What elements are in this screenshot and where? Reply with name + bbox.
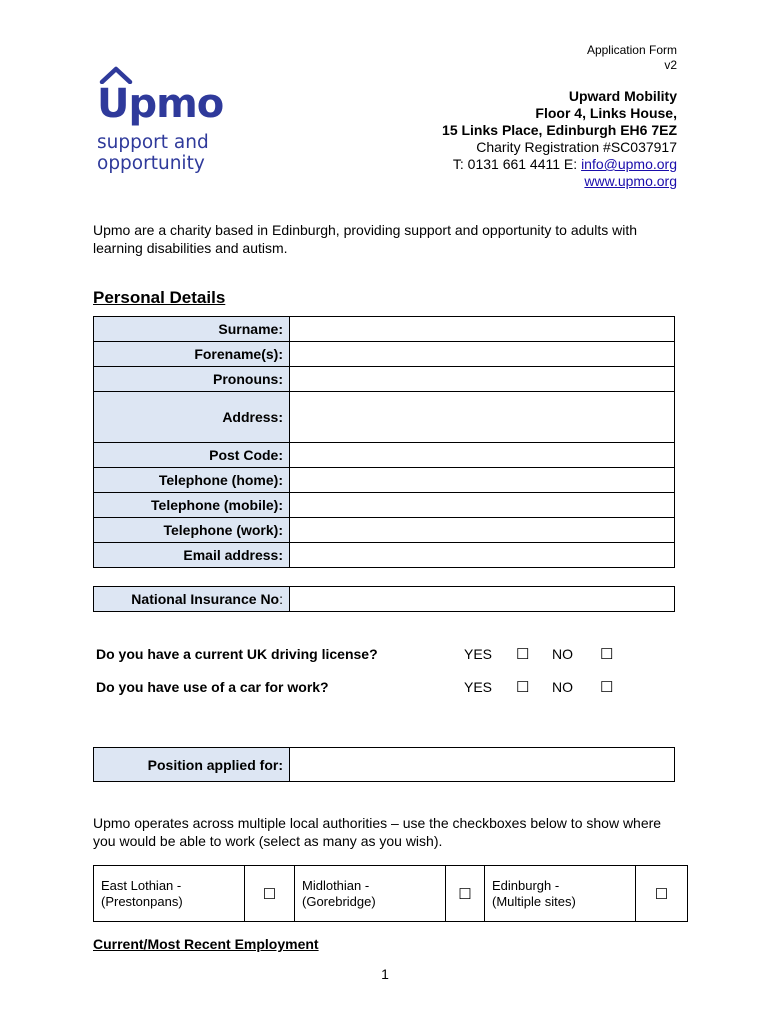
surname-field[interactable] bbox=[290, 317, 675, 342]
location-midlothian bbox=[295, 866, 446, 922]
pronouns-field[interactable] bbox=[290, 367, 675, 392]
org-email-link[interactable]: info@upmo.org bbox=[581, 156, 677, 172]
telephone-mobile-label: Telephone (mobile): bbox=[94, 493, 290, 518]
org-address-1: Floor 4, Links House, bbox=[535, 105, 677, 121]
position-field[interactable] bbox=[290, 748, 675, 782]
driving-license-no-checkbox[interactable]: ☐ bbox=[600, 646, 614, 663]
form-title-text: Application Form bbox=[586, 43, 677, 57]
table-row bbox=[94, 468, 675, 493]
telephone-work-label: Telephone (work): bbox=[94, 518, 290, 543]
east-lothian-checkbox[interactable]: ☐ bbox=[245, 866, 295, 922]
personal-details-heading: Personal Details bbox=[93, 288, 226, 307]
employment-heading: Current/Most Recent Employment bbox=[93, 936, 319, 952]
page-number: 1 bbox=[381, 966, 389, 982]
intro-paragraph: Upmo are a charity based in Edinburgh, providing support and opportunity to adults with learning disabilities and autism. bbox=[93, 222, 637, 256]
table-row bbox=[94, 866, 688, 922]
ni-label-text: National Insurance No bbox=[131, 591, 280, 607]
table-row bbox=[94, 342, 675, 367]
pronouns-label: Pronouns: bbox=[94, 367, 290, 392]
telephone-home-label: Telephone (home): bbox=[94, 468, 290, 493]
postcode-field[interactable] bbox=[290, 443, 675, 468]
org-website-link[interactable]: www.upmo.org bbox=[584, 173, 677, 189]
car-use-question: Do you have use of a car for work? bbox=[96, 679, 329, 695]
location-label-line1: East Lothian - bbox=[101, 877, 182, 893]
telephone-mobile-field[interactable] bbox=[290, 493, 675, 518]
address-field[interactable] bbox=[290, 392, 675, 443]
location-label-line1: Midlothian - bbox=[302, 877, 370, 893]
driving-license-question: Do you have a current UK driving license? bbox=[96, 646, 378, 662]
position-label: Position applied for: bbox=[94, 748, 290, 782]
table-row bbox=[94, 443, 675, 468]
table-row bbox=[94, 543, 675, 568]
logo-tagline-2: opportunity bbox=[97, 153, 205, 174]
table-row bbox=[94, 518, 675, 543]
midlothian-checkbox[interactable]: ☐ bbox=[446, 866, 485, 922]
location-label-line2: (Multiple sites) bbox=[492, 893, 576, 909]
ni-label-colon: : bbox=[279, 591, 283, 607]
driving-license-yes-label: YES bbox=[464, 646, 493, 662]
upmo-logo bbox=[97, 66, 247, 174]
form-title bbox=[587, 43, 677, 73]
ni-label bbox=[94, 587, 290, 612]
table-row bbox=[94, 587, 675, 612]
telephone-work-field[interactable] bbox=[290, 518, 675, 543]
car-use-yes-label: YES bbox=[464, 679, 493, 695]
table-row bbox=[94, 317, 675, 342]
car-use-yes-checkbox[interactable]: ☐ bbox=[516, 679, 530, 696]
edinburgh-checkbox[interactable]: ☐ bbox=[636, 866, 688, 922]
surname-label: Surname: bbox=[94, 317, 290, 342]
logo-tagline-1: support and bbox=[97, 132, 209, 153]
location-label-line1: Edinburgh - bbox=[492, 877, 560, 893]
location-east-lothian bbox=[94, 866, 245, 922]
form-version: v2 bbox=[664, 58, 677, 72]
org-address-2: 15 Links Place, Edinburgh EH6 7EZ bbox=[442, 122, 677, 138]
ni-table bbox=[93, 586, 675, 612]
table-row bbox=[94, 493, 675, 518]
address-label: Address: bbox=[94, 392, 290, 443]
location-edinburgh bbox=[485, 866, 636, 922]
car-use-no-checkbox[interactable]: ☐ bbox=[600, 679, 614, 696]
forename-label: Forename(s): bbox=[94, 342, 290, 367]
car-use-no-label: NO bbox=[552, 679, 573, 695]
location-label-line2: (Prestonpans) bbox=[101, 893, 183, 909]
org-charity-number: Charity Registration #SC037917 bbox=[476, 139, 677, 155]
org-address-block bbox=[442, 88, 677, 190]
org-contact bbox=[442, 156, 677, 173]
logo-word: Upmo bbox=[97, 81, 224, 127]
table-row bbox=[94, 392, 675, 443]
position-table bbox=[93, 747, 675, 782]
driving-license-yes-checkbox[interactable]: ☐ bbox=[516, 646, 530, 663]
telephone-home-field[interactable] bbox=[290, 468, 675, 493]
driving-license-no-label: NO bbox=[552, 646, 573, 662]
forename-field[interactable] bbox=[290, 342, 675, 367]
location-label-line2: (Gorebridge) bbox=[302, 893, 376, 909]
email-label: Email address: bbox=[94, 543, 290, 568]
locations-intro: Upmo operates across multiple local authorities – use the checkboxes below to show where you would be able to work (select as many as you wish). bbox=[93, 815, 662, 849]
table-row bbox=[94, 367, 675, 392]
ni-number-field[interactable] bbox=[290, 587, 675, 612]
org-phone: T: 0131 661 4411 E: bbox=[452, 156, 582, 172]
org-name: Upward Mobility bbox=[568, 88, 677, 104]
email-field[interactable] bbox=[290, 543, 675, 568]
postcode-label: Post Code: bbox=[94, 443, 290, 468]
table-row bbox=[94, 748, 675, 782]
personal-details-table bbox=[93, 316, 675, 568]
locations-table bbox=[93, 865, 688, 922]
